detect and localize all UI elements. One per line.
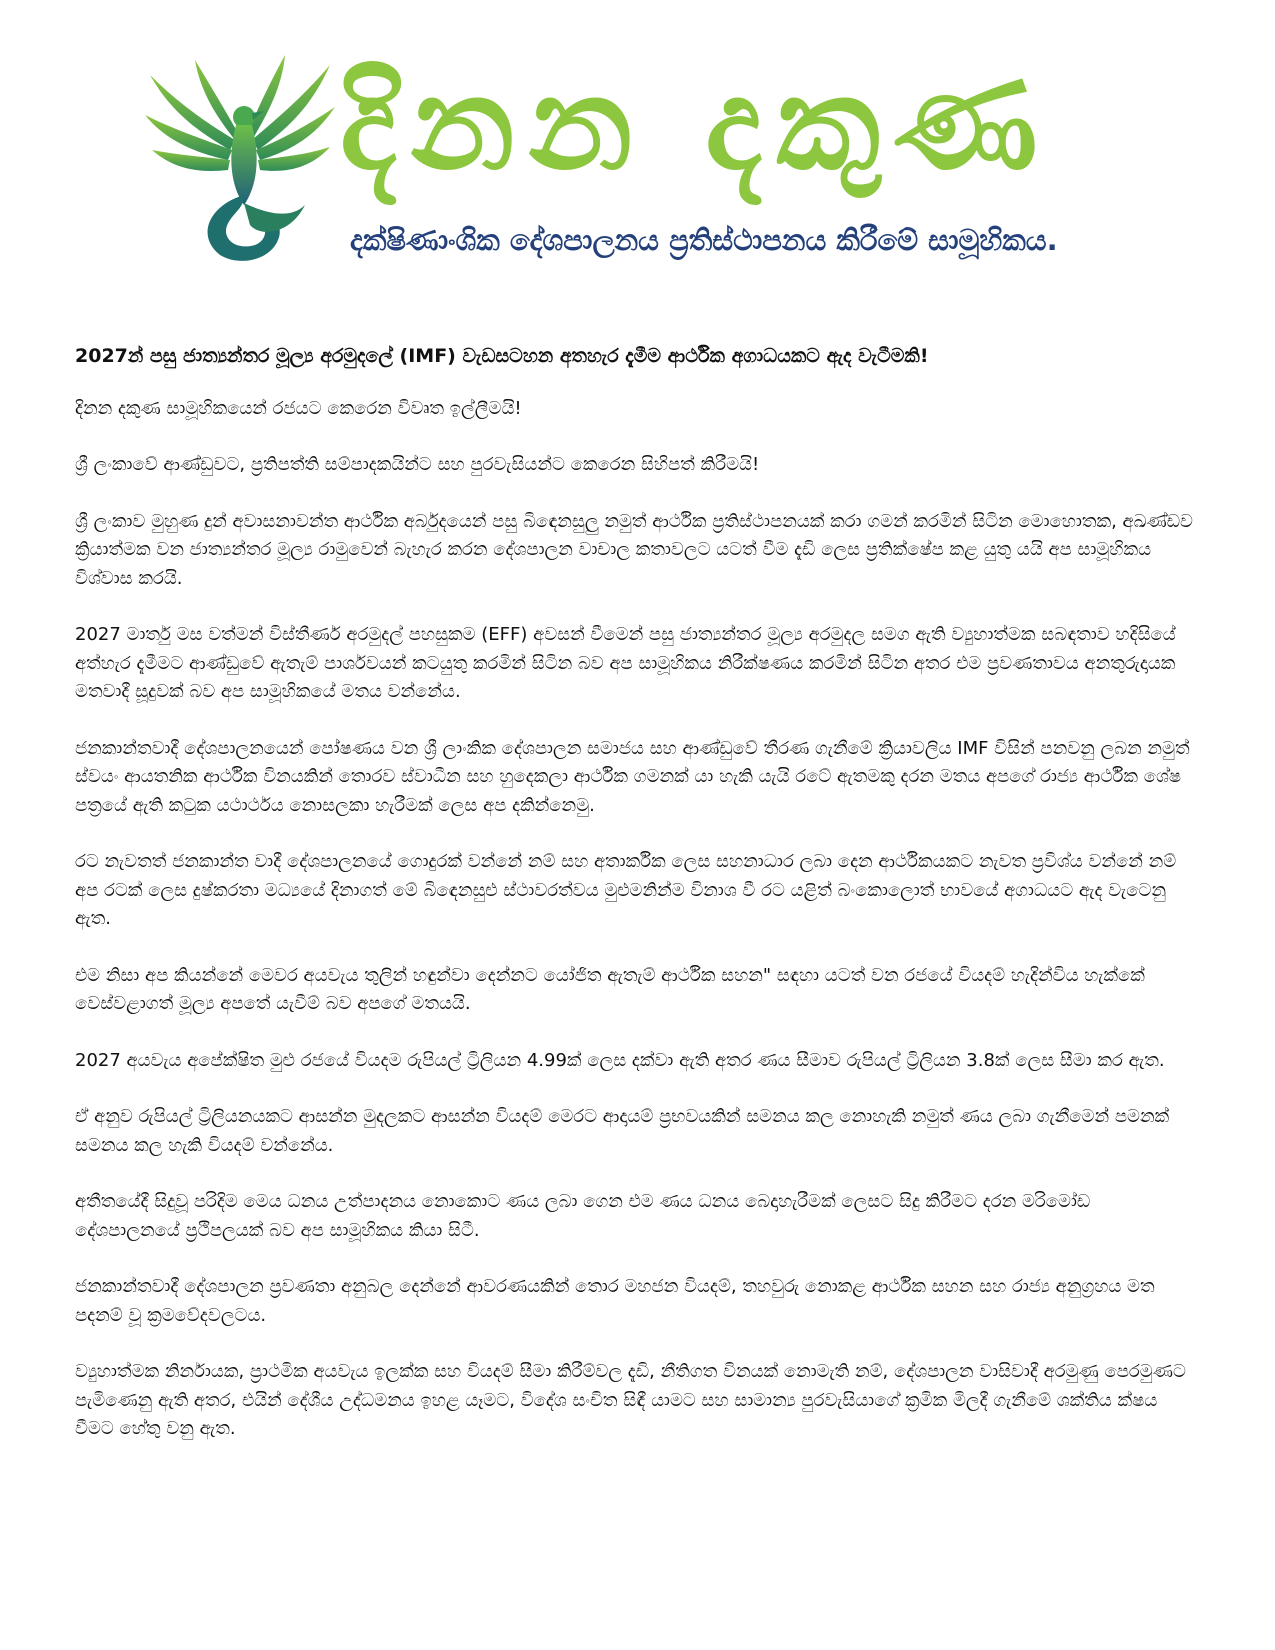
brand-title: දිනන දකුණ <box>340 50 1052 199</box>
paragraph: දිනන දකුණ සාමූහිකයෙන් රජයට කෙරෙන විවෘත ඉල්ලීමයි! <box>75 397 522 419</box>
article-body <box>75 342 1200 1472</box>
brand-tagline: දක්ෂිණාංශික දේශපාලනය ප්‍රතිස්ථාපනය කිරීමේ සාමූහිකය. <box>350 223 1058 257</box>
paragraph: අතීතයේදී සිදුවූ පරිදිම මෙය ධනය උත්පාදනය නොකොට ණය ලබා ගෙන එම ණය ධනය බෙදාහැරීමක් ලෙසට සිදු කිරීමට දරන මරිමෝඩ දේශපාලනයේ ප්‍රථිපලයක් බව අප සාමූහිකය කියා සිටී. <box>75 1191 1091 1241</box>
paragraph: 2027 අයවැය අපේක්ෂිත මුළු රජයේ වියදම රුපියල් ට්‍රිලියන 4.99ක් ලෙස දක්වා ඇති අතර ණය සීමාව රුපියල් ට්‍රිලියන 3.8ක් ලෙස සීමා කර ඇත. <box>75 1049 1165 1071</box>
paragraph: එම නිසා අප කියන්නේ මෙවර අයවැය තුලින් හඳුන්වා දෙන්නට යෝජිත ඇතැම් ආර්ථික සහන" සඳහා යටත් වන රජයේ වියදම් හැදින්විය හැක්කේ වෙස්වළාගත් මූල්‍ය අපතේ යැවීම් බව අපගේ මතයයි. <box>75 964 1145 1014</box>
paragraph: රට නැවතත් ජනකාන්ත වාදී දේශපාලනයේ ගොදුරක් වන්නේ නම් සහ අතාර්කික ලෙස සහනාධාර ලබා දෙන ආර්ථිකයකට නැවත ප්‍රවිශ්ය වන්නේ නම් අප රටක් ලෙස දුෂ්කරතා මධ්‍යයේ දිනාගත් මේ බිඳෙනසුළු ස්ථාවරත්වය මුළුමනින්ම විනාශ වී රට යළිත් බංකොලොත් භාවයේ අගාධයට ඇද වැටෙනු ඇත. <box>75 851 1177 929</box>
paragraph: ශ්‍රී ලංකාව මුහුණ දුන් අවාසනාවන්ත ආර්ථික අර්බුදයෙන් පසු බිඳෙනසුලු නමුත් ආර්ථික ප්‍රතිස්ථාපනයක් කරා ගමන් කරමින් සිටින මොහොතක, අඛණ්ඩව ක්‍රියාත්මක වන ජාත්‍යන්තර මූල්‍ය රාමුවෙන් බැහැර කරන දේශපාලන වාචාල කතාවලට යටත් වීම දැඩි ලෙස ප්‍රතික්ෂේප කළ යුතු යයි අප සාමූහිකය විශ්වාස කරයි. <box>75 510 1194 589</box>
paragraph: ඒ අනුව රුපියල් ට්‍රිලියනයකට ආසන්න මුදලකට ආසන්න වියදම් මෙරට ආදායම් ප්‍රභවයකින් සමනය කල නොහැකි නමුත් ණය ලබා ගැනීමෙන් පමනක් සමනය කල හැකි වියදම් වන්නේය. <box>75 1106 1170 1156</box>
article-headline: 2027න් පසු ජාත්‍යන්තර මූල්‍ය අරමුදලේ (IMF) වැඩසටහන අතහැර දැමීම ආර්ථික අගාධයකට ඇද වැටීමකි! <box>75 345 929 367</box>
page-header <box>140 45 1140 275</box>
paragraph: ජනකාන්තවාදී දේශපාලනයෙන් පෝෂණය වන ශ්‍රී ලාංකික දේශපාලන සමාජය සහ ආණ්ඩුවේ තීරණ ගැනීමේ ක්‍රියාවලිය IMF විසින් පනවනු ලබන නමුත් ස්වයං ආයතනික ආර්ථික විනයකින් තොරව ස්වාධීන සහ හුදෙකලා ආර්ථික ගමනක් යා හැකි යැයි රටේ ඇතමකු දරන මතය අපගේ රාජ්‍ය ආර්ථික ශේෂ පත්‍රයේ ඇති කටුක යථාර්ථය නොසලකා හැරීමක් ලෙස අප දකින්නෙමු. <box>75 737 1190 816</box>
paragraph: ශ්‍රී ලංකාවේ ආණ්ඩුවට, ප්‍රතිපත්ති සම්පාදකයින්ට සහ පුරවැසියන්ට කෙරෙන සිහිපත් කිරීමයි! <box>75 454 760 475</box>
paragraph: ජනකාන්තවාදී දේශපාලන ප්‍රවණතා අනුබල දෙන්නේ ආවරණයකින් තොර මහජන වියදම්, තහවුරු නොකළ ආර්ථික සහන සහ රාජ්‍ය අනුග්‍රහය මත පදනම් වූ ක්‍රමවේදවලටය. <box>75 1276 1155 1326</box>
paragraph: ව්‍යුහාත්මක නිර්නායක, ප්‍රාථමික අයවැය ඉලක්ක සහ වියදම් සීමා කිරීම්වල දැඩි, නීතිගත විනයක් නොමැති නම්, දේශපාලන වාසිවාදී අරමුණු පෙරමුණට පැමිණෙනු ඇති අතර, එයින් දේශීය උද්ධමනය ඉහළ යෑමට, විදේශ සංචිත සිඳී යාමට සහ සාමාන්‍ය පුරවැසියාගේ ක්‍රමික මිලදී ගැනීමේ ශක්තිය ක්ෂය වීමට හේතු වනු ඇත. <box>75 1361 1186 1439</box>
phoenix-icon <box>140 45 340 270</box>
paragraph: 2027 මාර්තු මස වත්මන් විස්තීර්ණ අරමුදල් පහසුකම (EFF) අවසන් වීමෙන් පසු ජාත්‍යන්තර මූල්‍ය අරමුදල සමග ඇති ව්‍යුහාත්මක සබඳතාව හදිසියේ අත්හැර දැමීමට ආණ්ඩුවේ ඇතැම් පාර්ශවයන් කටයුතු කරමින් සිටින බව අප සාමූහිකය නිරීක්ෂණය කරමින් සිටින අතර එම ප්‍රවණතාවය අනතුරුදායක මතවාදී සූදුවක් බව අප සාමූහිකයේ මතය වන්නේය. <box>75 624 1176 702</box>
